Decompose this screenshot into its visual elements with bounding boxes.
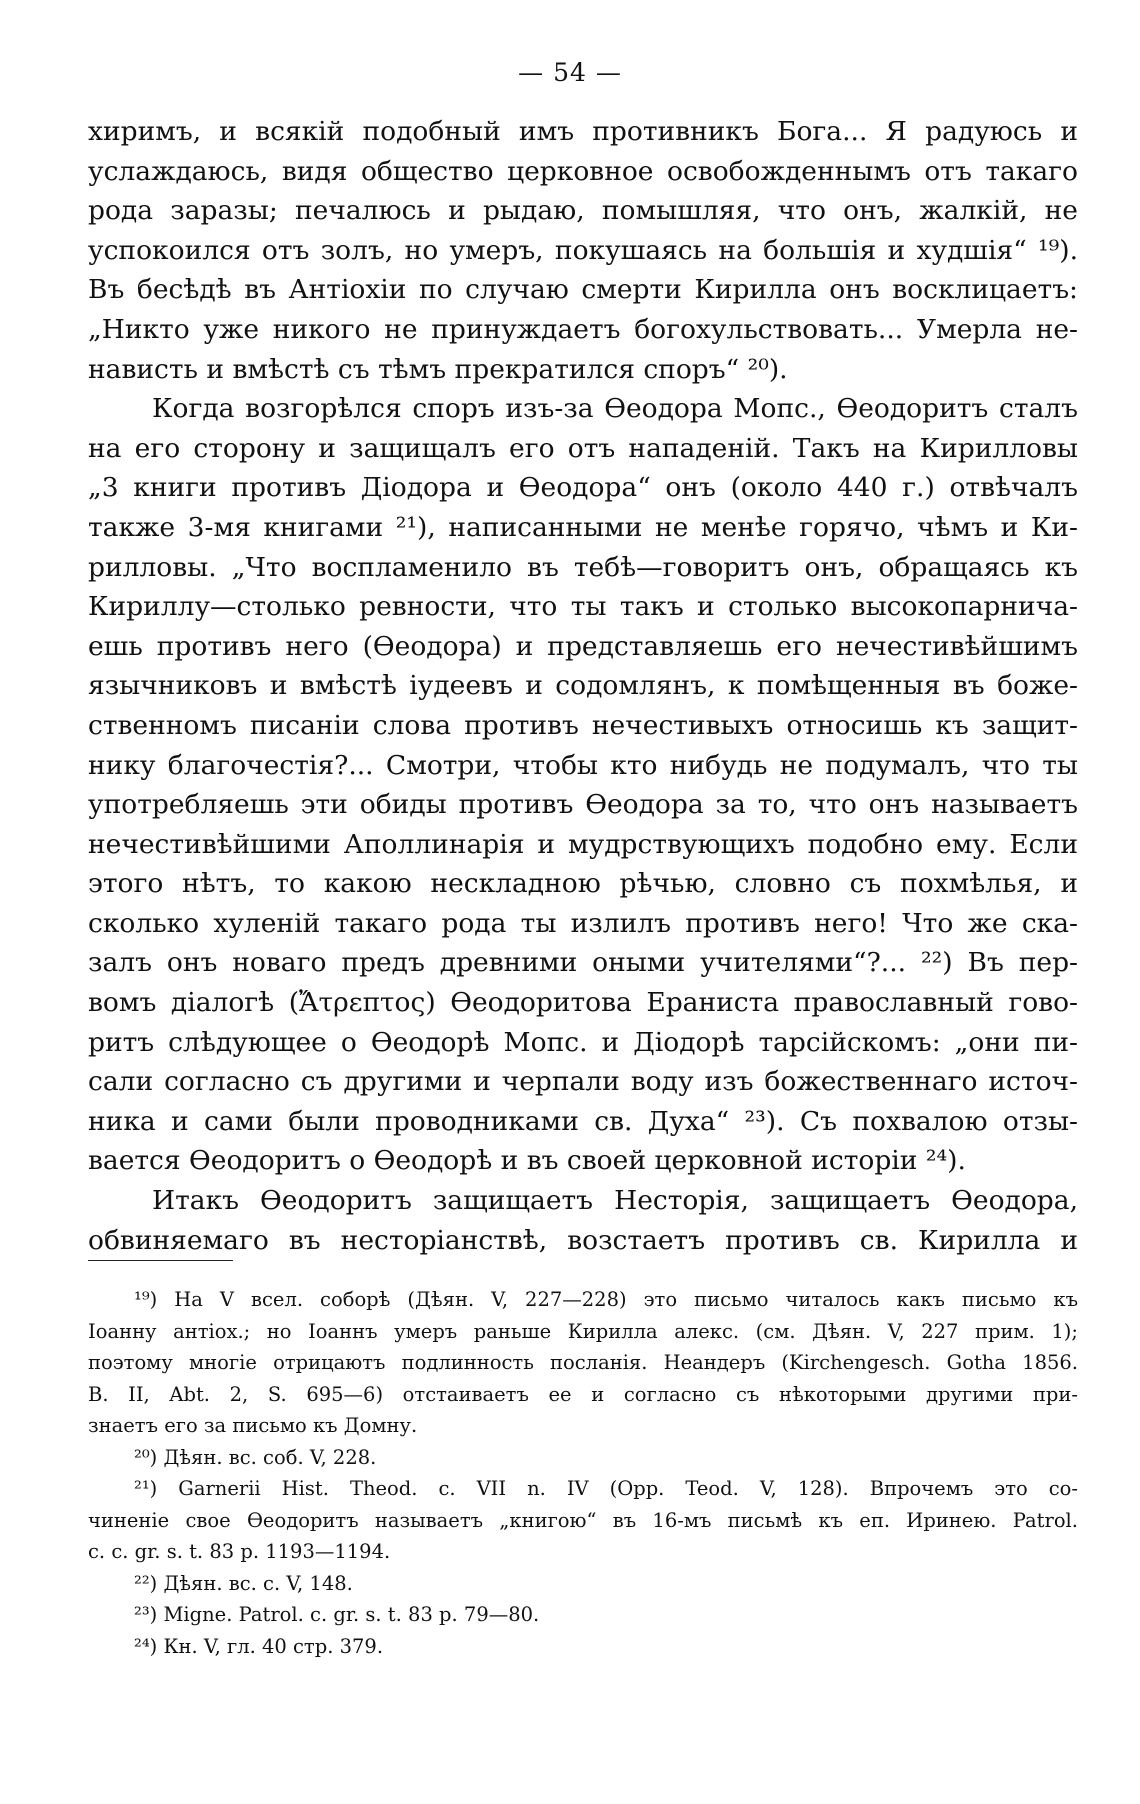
text-line: язычниковъ и вмѣстѣ іудеевъ и содомлянъ, к помѣщенныя въ боже-: [88, 670, 1078, 702]
main-text: [88, 112, 1078, 1260]
footnote-line: знаетъ его за письмо къ Домну.: [88, 1414, 418, 1437]
text-line: „3 книги противъ Діодора и Ѳеодора“ онъ (около 440 г.) отвѣчалъ: [88, 472, 1078, 504]
text-line: ритъ слѣдующее о Ѳеодорѣ Мопс. и Діодорѣ тарсійскомъ: „они пи-: [88, 1026, 1078, 1058]
footnote-line: ²²) Дѣян. вс. с. V, 148.: [134, 1571, 353, 1595]
text-line: хиримъ, и всякій подобный имъ противникъ Бога... Я радуюсь и: [88, 116, 1078, 147]
footnote-line: Іоанну антіох.; но Іоаннъ умеръ раньше Кирилла алекс. (см. Дѣян. V, 227 прим. 1);: [88, 1319, 1078, 1343]
text-line: Когда возгорѣлся споръ изъ-за Ѳеодора Мопс., Ѳеодоритъ сталъ: [152, 393, 1078, 425]
text-line: Въ бесѣдѣ въ Антіохіи по случаю смерти Кирилла онъ восклицаетъ:: [88, 274, 1078, 306]
text-line: употребляешь эти обиды противъ Ѳеодора за то, что онъ называетъ: [88, 789, 1078, 821]
footnote-line: B. II, Abt. 2, S. 695—6) отстаиваетъ ее и согласно съ нѣкоторыми другими при-: [88, 1382, 1078, 1406]
footnote-rule: [88, 1260, 233, 1261]
text-line: ешь противъ него (Ѳеодора) и представляешь его нечестивѣйшимъ: [88, 630, 1078, 662]
text-line: вается Ѳеодоритъ о Ѳеодорѣ и въ своей церковной исторіи ²⁴).: [88, 1145, 966, 1177]
text-line: сали согласно съ другими и черпали воду изъ божественнаго источ-: [88, 1066, 1078, 1098]
text-line: успокоился отъ золъ, но умеръ, покушаясь на большія и худшія“ ¹⁹).: [88, 234, 1078, 266]
footnote-line: ¹⁹) На V всел. соборѣ (Дѣян. V, 227—228) это письмо читалось какъ письмо къ: [134, 1288, 1078, 1311]
text-line: ственномъ писаніи слова противъ нечестивыхъ относишь къ защит-: [88, 709, 1078, 741]
text-line: на его сторону и защищалъ его отъ нападеній. Такъ на Кирилловы: [88, 432, 1078, 464]
footnote-line: чиненіе свое Ѳеодоритъ называетъ „книгою“ въ 16-мъ письмѣ къ еп. Иринею. Patrol.: [88, 1508, 1078, 1532]
text-line: рода заразы; печалюсь и рыдаю, помышляя, что онъ, жалкій, не: [88, 195, 1078, 227]
text-line: сколько хуленій такаго рода ты излилъ противъ него! Что же ска-: [88, 907, 1078, 939]
text-line: рилловы. „Что воспламенило въ тебѣ—говоритъ онъ, обращаясь къ: [88, 551, 1078, 583]
text-line: „Никто уже никого не принуждаетъ богохульствовать... Умерла не-: [88, 313, 1078, 345]
page-number: — 54 —: [518, 58, 622, 87]
text-line: услаждаюсь, видя общество церковное освобожденнымъ отъ такаго: [88, 155, 1078, 187]
footnotes: [88, 1284, 1078, 1662]
footnote-line: c. c. gr. s. t. 83 p. 1193—1194.: [88, 1540, 391, 1563]
text-line: залъ онъ новаго предъ древними оными учителями“?... ²²) Въ пер-: [88, 947, 1078, 979]
text-line: обвиняемаго въ несторіанствѣ, возстаетъ противъ св. Кирилла и: [88, 1224, 1078, 1256]
text-line: Кириллу—столько ревности, что ты такъ и столько высокопарнича-: [88, 591, 1078, 623]
footnote-line: ²¹) Garnerii Hist. Theod. c. VII n. IV (Opp. Teod. V, 128). Впрочемъ это со-: [134, 1477, 1078, 1500]
footnote-line: ²⁴) Кн. V, гл. 40 стр. 379.: [134, 1634, 384, 1658]
footnote-line: ²³) Migne. Patrol. c. gr. s. t. 83 p. 79—80.: [134, 1603, 540, 1626]
text-line: этого нѣтъ, то какою нескладною рѣчью, словно съ похмѣлья, и: [88, 868, 1078, 900]
text-line: нику благочестія?... Смотри, чтобы кто нибудь не подумалъ, что ты: [88, 749, 1078, 781]
footnote-line: ²⁰) Дѣян. вс. соб. V, 228.: [134, 1445, 377, 1469]
text-line: также 3-мя книгами ²¹), написанными не менѣе горячо, чѣмъ и Ки-: [88, 511, 1078, 543]
text-line: нависть и вмѣстѣ съ тѣмъ прекратился споръ“ ²⁰).: [88, 353, 788, 385]
text-line: вомъ діалогѣ (Ἄτρεπτος) Ѳеодоритова Ераниста православный гово-: [88, 987, 1078, 1019]
text-line: ника и сами были проводниками св. Духа“ ²³). Съ похвалою отзы-: [88, 1105, 1078, 1137]
footnote-line: поэтому многіе отрицаютъ подлинность посланія. Неандеръ (Kirchengesch. Gotha 1856.: [88, 1351, 1078, 1374]
text-line: нечестивѣйшими Аполлинарія и мудрствующихъ подобно ему. Если: [88, 828, 1078, 860]
text-line: Итакъ Ѳеодоритъ защищаетъ Несторія, защищаетъ Ѳеодора,: [152, 1185, 1078, 1217]
